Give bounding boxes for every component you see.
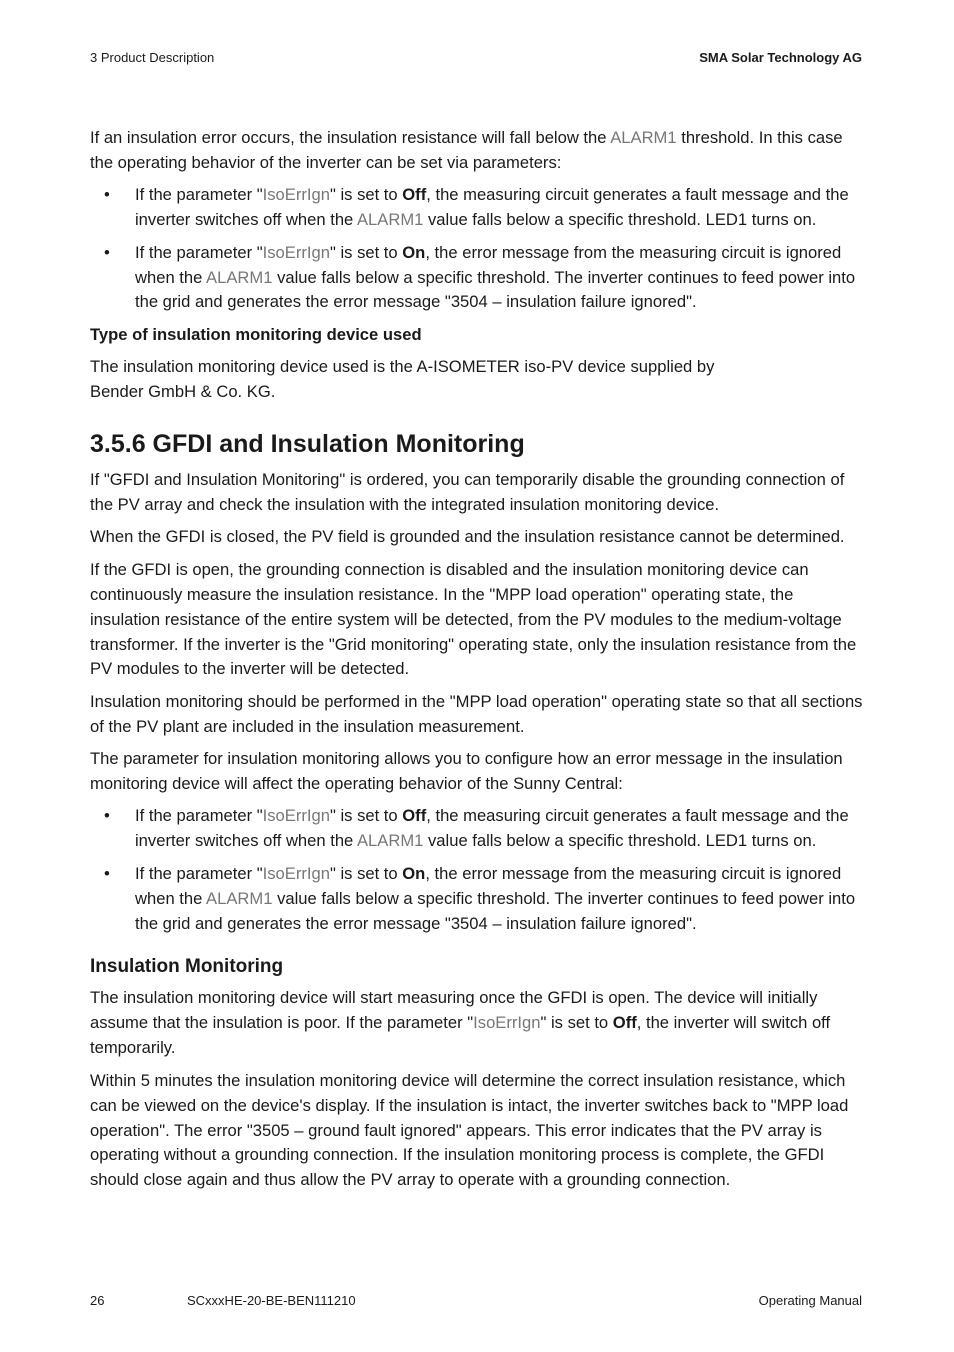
list-item: • If the parameter "IsoErrIgn" is set to Off, the measuring circuit generates a fault message and the inverter switches off when the ALARM1 value falls below a specific threshold. LED1 turns on.	[104, 185, 849, 230]
parameter-name: ALARM1	[356, 831, 424, 851]
parameter-value: Off	[612, 1013, 637, 1033]
bullet-list-a	[90, 183, 866, 315]
bullet: •	[104, 185, 110, 205]
bullet-list-b	[90, 804, 866, 936]
footer-doc-type: Operating Manual	[758, 1293, 862, 1308]
page-content	[90, 126, 866, 1201]
parameter-name: IsoErrIgn	[262, 185, 330, 205]
monitoring-paragraph: The insulation monitoring device will start measuring once the GFDI is open. The device will initially assume that the insulation is poor. If the parameter "IsoErrIgn" is set to Off, the inverter will switch off temporarily.	[90, 988, 831, 1058]
parameter-value: On	[402, 863, 426, 883]
section-paragraph: If "GFDI and Insulation Monitoring" is ordered, you can temporarily disable the grounding connection of the PV array and check the insulation with the integrated insulation monitoring device.	[90, 470, 845, 514]
section-paragraph: If the GFDI is open, the grounding connection is disabled and the insulation monitoring device can continuously measure the insulation resistance. In the "MPP load operation" operating state, the insulation resistance of the entire system will be detected, from the PV modules to the medium-voltage transformer. If the inverter is the "Grid monitoring" operating state, only the insulation resistance from the PV modules to the inverter will be detected.	[90, 559, 857, 679]
footer-doc-code: SCxxxHE-20-BE-BEN111210	[187, 1293, 356, 1308]
list-item: • If the parameter "IsoErrIgn" is set to On, the error message from the measuring circuit is ignored when the ALARM1 value falls below a specific threshold. The inverter continues to feed power into the grid and generates the error message "3504 – insulation failure ignored".	[104, 242, 856, 312]
parameter-name: IsoErrIgn	[262, 863, 330, 883]
subheading-device-type: Type of insulation monitoring device used	[90, 324, 422, 344]
parameter-name: ALARM1	[206, 267, 273, 287]
parameter-name: ALARM1	[610, 128, 677, 147]
parameter-name: IsoErrIgn	[473, 1013, 541, 1033]
parameter-name: ALARM1	[356, 210, 424, 230]
intro-paragraph: If an insulation error occurs, the insulation resistance will fall below the ALARM1 threshold. In this case the operating behavior of the inverter can be set via parameters:	[90, 128, 843, 172]
header-company: SMA Solar Technology AG	[699, 50, 862, 65]
bullet: •	[104, 242, 110, 262]
bullet: •	[104, 863, 110, 883]
parameter-name: IsoErrIgn	[262, 242, 330, 262]
monitoring-paragraph: Within 5 minutes the insulation monitoring device will determine the correct insulation resistance, which can be viewed on the device's display. If the insulation is intact, the inverter switches back to "MPP load operation". The error "3505 – ground fault ignored" appears. This error indicates that the PV array is operating without a grounding connection. If the insulation monitoring process is complete, the GFDI should close again and thus allow the PV array to operate with a grounding connection.	[90, 1070, 849, 1190]
parameter-value: Off	[402, 185, 427, 205]
bullet: •	[104, 806, 110, 826]
parameter-name: IsoErrIgn	[262, 806, 330, 826]
device-type-paragraph: The insulation monitoring device used is the A-ISOMETER iso-PV device supplied by Bender GmbH & Co. KG.	[90, 357, 715, 402]
section-paragraph: Insulation monitoring should be performed in the "MPP load operation" operating state so that all sections of the PV plant are included in the insulation measurement.	[90, 691, 863, 736]
parameter-name: ALARM1	[206, 888, 273, 908]
list-item: • If the parameter "IsoErrIgn" is set to Off, the measuring circuit generates a fault message and the inverter switches off when the ALARM1 value falls below a specific threshold. LED1 turns on.	[104, 806, 849, 851]
list-item: • If the parameter "IsoErrIgn" is set to On, the error message from the measuring circuit is ignored when the ALARM1 value falls below a specific threshold. The inverter continues to feed power into the grid and generates the error message "3504 – insulation failure ignored".	[104, 863, 856, 933]
header-chapter: 3 Product Description	[90, 50, 215, 65]
section-paragraph: The parameter for insulation monitoring allows you to configure how an error message in the insulation monitoring device will affect the operating behavior of the Sunny Central:	[90, 749, 843, 794]
parameter-value: Off	[402, 806, 427, 826]
section-title: 3.5.6 GFDI and Insulation Monitoring	[90, 430, 525, 459]
parameter-value: On	[402, 242, 426, 262]
section-paragraph: When the GFDI is closed, the PV field is grounded and the insulation resistance cannot be determined.	[90, 527, 845, 547]
footer-page-number: 26	[90, 1293, 105, 1308]
subsection-title: Insulation Monitoring	[90, 956, 284, 978]
